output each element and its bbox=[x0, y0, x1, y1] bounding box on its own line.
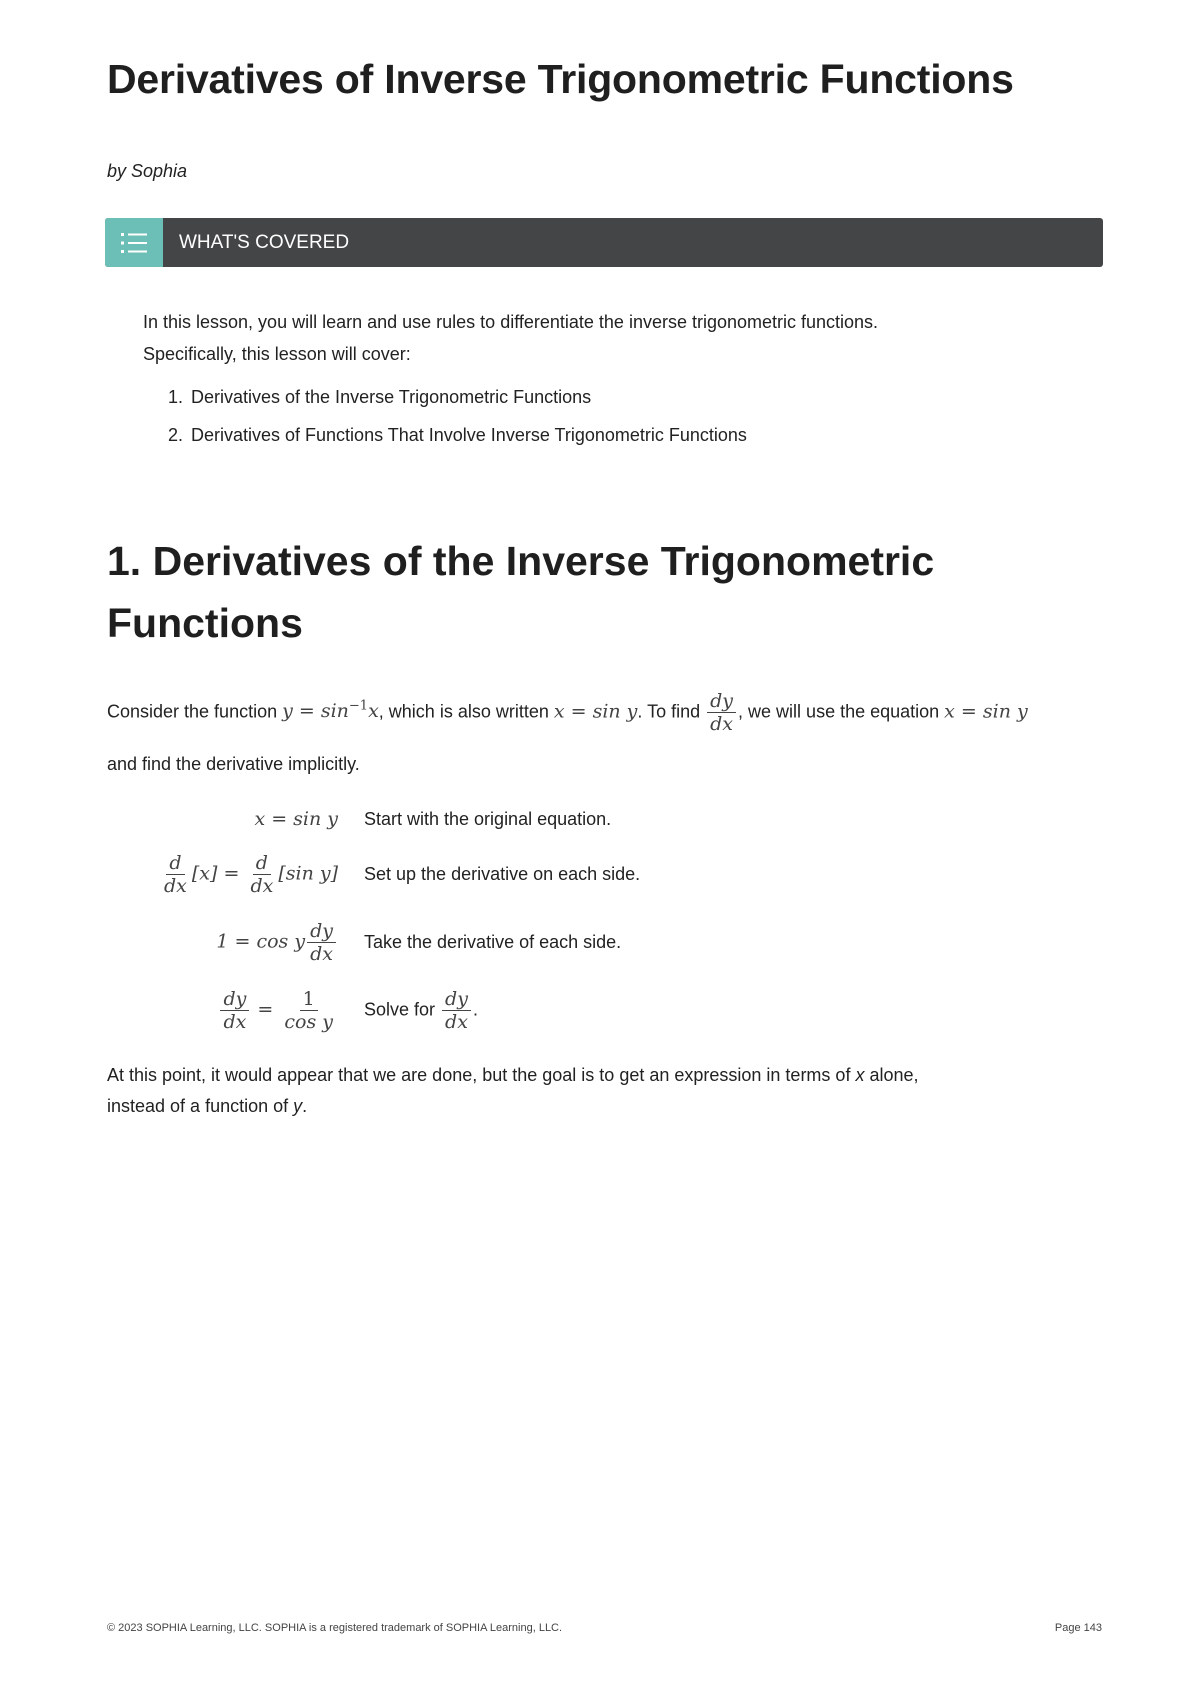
step-explanation-tail: . bbox=[472, 999, 478, 1020]
fraction-denominator: cos y bbox=[284, 1011, 333, 1033]
step-equation bbox=[150, 852, 364, 897]
fraction-dy-dx bbox=[307, 920, 336, 965]
derivation-step-2 bbox=[150, 852, 1050, 897]
fraction-denominator: dx bbox=[223, 1011, 247, 1033]
fraction-d-dx-left bbox=[161, 852, 190, 897]
intro-paragraph-line2: and find the derivative implicitly. bbox=[107, 754, 360, 774]
list-item bbox=[143, 378, 1043, 416]
math-arcsin-sup: −1 bbox=[348, 698, 369, 714]
covered-intro-line2: Specifically, this lesson will cover: bbox=[143, 344, 411, 364]
fraction-dy-dx bbox=[707, 690, 736, 735]
covered-list bbox=[143, 378, 1043, 454]
fraction-dy-dx bbox=[442, 988, 471, 1033]
math-y-equals-arcsin bbox=[282, 700, 379, 722]
whats-covered-label: WHAT'S COVERED bbox=[179, 231, 350, 253]
section-heading bbox=[107, 530, 1107, 654]
step-explanation: Take the derivative of each side. bbox=[364, 932, 622, 952]
intro-text-2: , which is also written bbox=[378, 701, 554, 722]
conclusion-text: instead of a function of bbox=[107, 1096, 294, 1116]
fraction-dy-dx bbox=[220, 988, 249, 1033]
fraction-one-over-cos-y bbox=[281, 988, 336, 1033]
conclusion-paragraph bbox=[107, 1060, 1097, 1122]
fraction-numerator: dy bbox=[442, 988, 471, 1011]
derivation-step-3 bbox=[150, 920, 1050, 965]
page-title: Derivatives of Inverse Trigonometric Functions bbox=[107, 56, 1014, 102]
list-item-text: Derivatives of Functions That Involve Inverse Trigonometric Functions bbox=[191, 425, 747, 445]
step-explanation bbox=[364, 988, 478, 1033]
list-item-text: Derivatives of the Inverse Trigonometric Functions bbox=[191, 387, 592, 407]
footer-copyright: © 2023 SOPHIA Learning, LLC. SOPHIA is a registered trademark of SOPHIA Learning, LLC. bbox=[107, 1622, 563, 1634]
fraction-denominator: dx bbox=[710, 713, 734, 735]
whats-covered-banner bbox=[105, 218, 1103, 267]
step-explanation: Start with the original equation. bbox=[364, 808, 612, 829]
intro-paragraph bbox=[107, 690, 1107, 735]
step-equation bbox=[150, 920, 364, 965]
step-equation: x = sin y bbox=[254, 808, 338, 830]
conclusion-line2 bbox=[107, 1091, 1097, 1122]
byline: by Sophia bbox=[107, 161, 188, 181]
section-heading-line1: 1. Derivatives of the Inverse Trigonometric bbox=[107, 538, 935, 584]
list-item-number: 2. bbox=[167, 425, 183, 445]
list-item-number: 1. bbox=[167, 387, 183, 407]
variable-y: y bbox=[293, 1096, 303, 1116]
intro-text-4: , we will use the equation bbox=[738, 701, 945, 722]
step-equation-right: [sin y] bbox=[278, 862, 338, 885]
fraction-d-dx-right bbox=[247, 852, 276, 897]
fraction-numerator: d bbox=[253, 852, 271, 875]
intro-text-3: . To find bbox=[637, 701, 706, 722]
list-icon bbox=[105, 218, 163, 267]
footer-page-number: Page 143 bbox=[1054, 1622, 1102, 1634]
list-item bbox=[143, 416, 1043, 454]
step-explanation: Set up the derivative on each side. bbox=[364, 864, 641, 884]
covered-intro-line1: In this lesson, you will learn and use rules to differentiate the inverse trigonometric functions. bbox=[143, 312, 879, 332]
conclusion-line1 bbox=[107, 1060, 1097, 1091]
fraction-denominator: dx bbox=[445, 1011, 468, 1033]
whats-covered-body bbox=[143, 306, 1043, 454]
fraction-denominator: dx bbox=[164, 875, 187, 897]
step-explanation-text: Solve for bbox=[364, 999, 441, 1020]
intro-text-1: Consider the function bbox=[107, 701, 283, 722]
derivation-step-4 bbox=[150, 988, 1050, 1033]
math-arcsin-base: y = sin bbox=[282, 700, 349, 723]
fraction-numerator: dy bbox=[707, 690, 736, 713]
variable-x: x bbox=[855, 1065, 865, 1085]
equals-sign: = bbox=[257, 998, 274, 1021]
conclusion-text: alone, bbox=[864, 1065, 919, 1085]
fraction-denominator: dx bbox=[250, 875, 274, 897]
math-x-equals-sin-y: x = sin y bbox=[553, 700, 638, 723]
fraction-numerator: 1 bbox=[300, 988, 318, 1011]
conclusion-text: . bbox=[302, 1096, 308, 1116]
step-equation bbox=[150, 988, 364, 1033]
section-heading-line2: Functions bbox=[107, 600, 303, 646]
fraction-numerator: d bbox=[166, 852, 184, 875]
fraction-denominator: dx bbox=[310, 943, 333, 965]
fraction-numerator: dy bbox=[220, 988, 249, 1011]
step-equation-prefix: 1 = cos y bbox=[216, 930, 306, 953]
fraction-numerator: dy bbox=[307, 920, 336, 943]
step-equation-left: [x] = bbox=[191, 862, 240, 885]
math-arcsin-arg: x bbox=[368, 700, 379, 723]
conclusion-text: At this point, it would appear that we are done, but the goal is to get an expression in terms of bbox=[107, 1065, 856, 1085]
derivation-step-1 bbox=[150, 808, 1050, 830]
math-x-equals-sin-y-2: x = sin y bbox=[944, 700, 1028, 723]
